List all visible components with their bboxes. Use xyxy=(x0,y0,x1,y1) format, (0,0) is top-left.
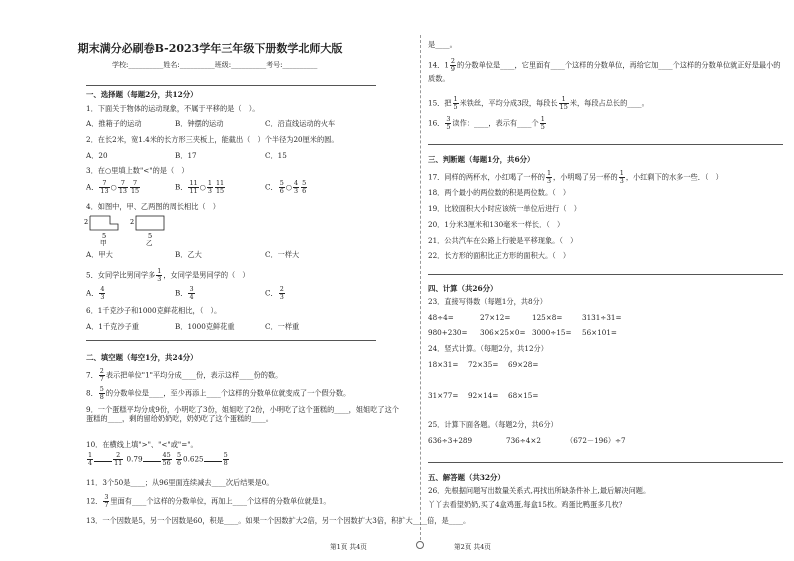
q24-item: 72×35= xyxy=(468,360,499,369)
q4-option-b: B．乙大 xyxy=(175,250,202,259)
q6-option-c: C．一样重 xyxy=(265,322,300,331)
section5-title: 五、解答题（共32分） xyxy=(428,473,505,482)
q26-text: 26．先根据问题写出数量关系式,再找出所缺条件补上,最后解决问题。 xyxy=(428,486,651,495)
q25-item: 636÷3+289 xyxy=(428,436,473,445)
q23-item: 3131÷31= xyxy=(582,313,622,322)
q23-item: 27×12= xyxy=(480,313,511,322)
section-rule xyxy=(428,144,783,145)
q9-text: 9．一个蛋糕平均分成9份，小明吃了3份，姐姐吃了2份，小明吃了这个蛋糕的____，姐姐吃了这个蛋糕的____，剩的留给奶奶吃，奶奶吃了这个蛋糕的____。 xyxy=(86,405,399,423)
q21-text: 21．公共汽车在公路上行驶是平移现象。（ ） xyxy=(428,236,578,245)
q5-text: 5．女同学比男同学多 $\frac{1}{3}$ ，女同学是男同学的（ ） xyxy=(86,267,250,283)
right-page xyxy=(420,0,794,561)
q3-option-b: B． $\frac{11}{11}$ ○ $\frac{1}{3}$ $\frac{11}{15}$ xyxy=(175,179,225,195)
q1-option-a: A．推箱子的运动 xyxy=(86,119,142,128)
q4-option-c: C．一样大 xyxy=(265,250,300,259)
q22-text: 22．长方形的面积比正方形的面积大。（ ） xyxy=(428,251,571,260)
q5-option-a: A． $\frac{4}{3}$ xyxy=(86,285,105,301)
q24-item: 18×31= xyxy=(428,360,459,369)
page-title: 期末满分必刷卷B-2023学年三年级下册数学北师大版 xyxy=(77,42,343,55)
section1-title: 一、选择题（每题2分，共12分） xyxy=(86,90,198,99)
q2-option-a: A．20 xyxy=(86,151,108,160)
section3-title: 三、判断题（每题1分，共6分） xyxy=(428,155,535,164)
q23-item: 48÷4= xyxy=(428,313,454,322)
fig1-shape xyxy=(90,216,118,230)
q7-text: 7． $\frac{2}{7}$ 表示把单位"1"平均分成____份，表示这样____份的数。 xyxy=(86,367,283,383)
q6-option-b: B．1000克鲜花重 xyxy=(175,322,235,331)
q2-option-c: C．15 xyxy=(265,151,287,160)
section2-title: 二、填空题（每空1分，共24分） xyxy=(86,353,198,362)
q17-text: 17．同样的两杯水，小红喝了一杯的 $\frac{1}{3}$ ，小明喝了另一杯的 $\frac{1}{3}$ ，小红剩下的水多一些．（ ） xyxy=(428,169,723,185)
q10-text: 10．在横线上填">"、"<"或"="。 xyxy=(86,440,198,449)
q3-option-a: A． $\frac{7}{13}$ ○ $\frac{7}{13}$ $\frac{7}{15}$ xyxy=(86,179,140,195)
q3-option-c: C． $\frac{5}{6}$ ○ $\frac{4}{3}$ $\frac{5}{6}$ xyxy=(265,179,307,195)
left-page-footer: 第1页 共4页 xyxy=(330,543,367,551)
q1-option-b: B．钟摆的运动 xyxy=(175,119,224,128)
q4-figure xyxy=(82,212,192,246)
fig1-name-label: 甲 xyxy=(100,239,107,246)
q4-option-a: A．甲大 xyxy=(86,250,113,259)
section4-title: 四、计算（共26分） xyxy=(428,284,498,293)
q5-option-b: B． $\frac{3}{4}$ xyxy=(175,285,194,301)
q23-item: 306×25×0= xyxy=(480,328,526,337)
fig2-width-label: 2 xyxy=(130,218,135,226)
q25-item: （672－196）÷7 xyxy=(566,436,626,445)
q14-text: 14．1 $\frac{2}{9}$ 的分数单位是____，它里面有____个这样的分数单位，再给它加____个这样的分数单位就正好是最小的质数。 xyxy=(428,57,781,83)
q20-text: 20．1分米3厘米和130毫米一样长．（ ） xyxy=(428,220,565,229)
q25-text: 25．计算下面各题。（每题2分，共6分） xyxy=(428,420,558,429)
section-rule xyxy=(428,462,783,463)
q23-item: 3000÷15= xyxy=(532,328,572,337)
section-rule xyxy=(86,340,376,341)
q24-item: 92×14= xyxy=(468,391,499,400)
q24-item: 31×77= xyxy=(428,391,459,400)
q15-text: 15．把 $\frac{1}{5}$ 米铁丝，平均分成3段，每段长 $\frac{1}{15}$ 米，每段占总长的____。 xyxy=(428,95,649,111)
q6-text: 6．1千克沙子和1000克鲜花相比，（ ）。 xyxy=(86,306,222,315)
q24-text: 24．竖式计算。（每题2分，共12分） xyxy=(428,344,548,353)
q23-text: 23．直接写得数（每题1分，共8分） xyxy=(428,297,547,306)
right-page-footer: 第2页 共4页 xyxy=(454,543,491,551)
student-info-line: 学校:__________姓名:__________班级:__________考号:__________ xyxy=(112,61,318,69)
q19-text: 19．比较面积大小时应该统一单位后进行（ ） xyxy=(428,204,581,213)
section-rule xyxy=(86,85,376,86)
q4-text: 4．如图中，甲、乙两图的周长相比（ ） xyxy=(86,202,220,211)
q8-text: 8． $\frac{5}{8}$ 的分数单位是____，至少再添上____个这样的分数单位就变成了一个假分数。 xyxy=(86,385,351,401)
q26-problem: 丫丫去看望奶奶,买了4盒鸡蛋,每盒15枚。鸡蛋比鸭蛋多几枚？ xyxy=(428,500,626,509)
q23-item: 56×101= xyxy=(582,328,617,337)
q18-text: 18．两个最小的两位数的积是两位数。（ ） xyxy=(428,188,571,197)
q5-option-c: C． $\frac{2}{3}$ xyxy=(265,285,284,301)
q13-continued: 是____。 xyxy=(428,40,457,49)
q24-item: 68×15= xyxy=(508,391,539,400)
q24-item: 69×28= xyxy=(508,360,539,369)
q10-comparisons: $\frac{1}{4}$ $\frac{2}{11}$ 0.79 $\frac{45}{56}$ $\frac{5}{6}$ 0.625 $\frac{5}{8}$ xyxy=(88,451,228,467)
fig1-width-label: 2 xyxy=(84,218,89,226)
q11-text: 11．3个50是____；从96里面连续减去____次后结果是0。 xyxy=(86,478,274,487)
q23-item: 980+230= xyxy=(428,328,468,337)
section-rule xyxy=(428,274,783,275)
fig2-name-label: 乙 xyxy=(146,239,153,246)
fig1-base-label: 5 xyxy=(102,232,107,240)
q3-text: 3．在○里填上数"<"的是（ ） xyxy=(86,166,189,175)
q2-option-b: B．17 xyxy=(175,151,197,160)
q2-text xyxy=(86,135,339,144)
q2-label: 2．在长2米，宽1.4米的长方形三夹板上，能截出（ ）个半径为20厘米的圆。 xyxy=(86,135,339,144)
q13-text: 13．一个因数是5，另一个因数是60，积是____。如果一个因数扩大2倍，另一个因数扩大3倍，积扩大____倍，是____。 xyxy=(86,516,471,525)
q25-item: 736÷4×2 xyxy=(506,436,541,445)
q1-text: 1．下面关于物体的运动现象，不属于平移的是（ ）。 xyxy=(86,104,260,113)
q6-option-a: A．1千克沙子重 xyxy=(86,322,139,331)
fig2-shape xyxy=(136,216,164,230)
q1-option-c: C．沿直线运动的火车 xyxy=(265,119,336,128)
q23-item: 125×8= xyxy=(532,313,563,322)
fig2-base-label: 5 xyxy=(148,232,153,240)
q16-text: 16． $\frac{3}{5}$ 读作：____，表示有____个 $\frac{1}{5}$ xyxy=(428,115,545,131)
q12-text: 12． $\frac{3}{7}$ 里面有____个这样的分数单位，再加上____个这样的分数单位就是1。 xyxy=(86,493,331,509)
